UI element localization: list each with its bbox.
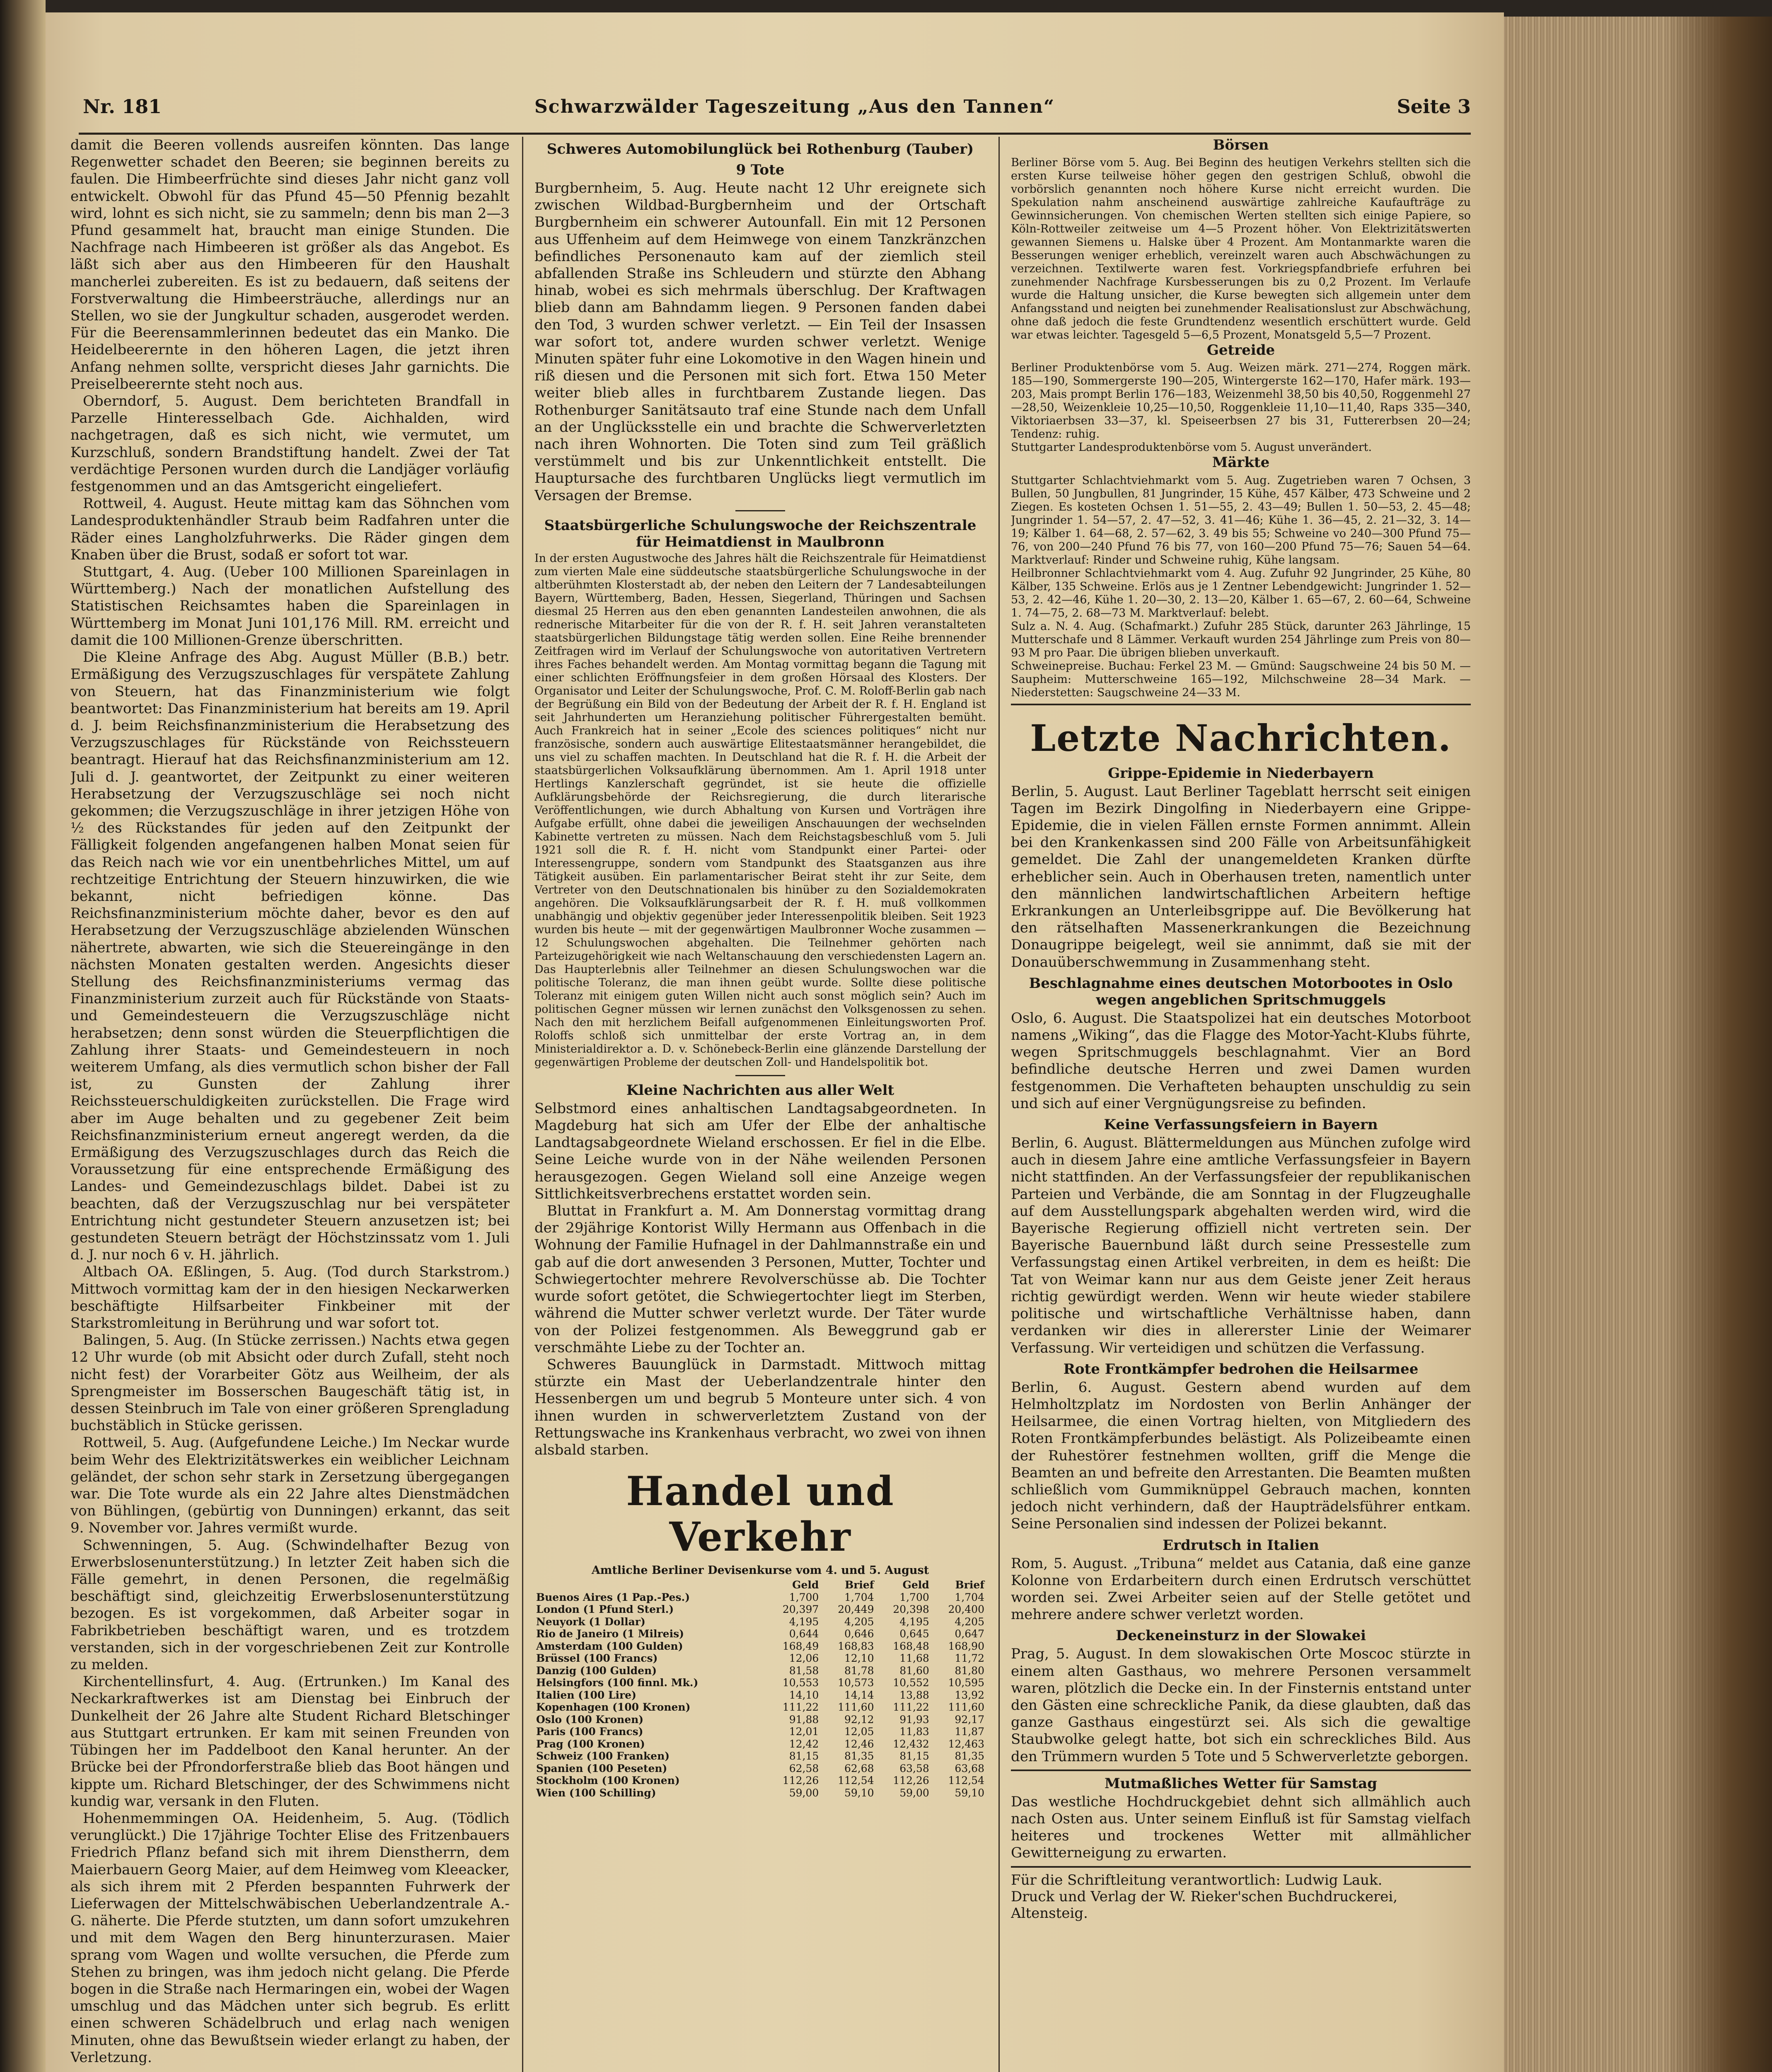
rate-cell: 11,72 [955, 1652, 984, 1665]
section-rule [1011, 704, 1471, 705]
table-row [534, 1774, 986, 1787]
table-row [534, 1616, 986, 1628]
currency-cell: Helsingfors (100 finnl. Mk.) [536, 1677, 699, 1689]
article-paragraph: Selbstmord eines anhaltischen Landtagsabgeordneten. In Magdeburg hat sich am Ufer der Elbe der anhaltische Landtagsabgeordnete Wieland erschossen. Er fiel in die Elbe. Seine Leiche wurde von in der Nähe weilenden Personen herausgezogen. Gegen Wieland soll eine Anzeige wegen Sittlichkeitsverbrechens erstattet worden sein. [534, 1100, 986, 1202]
rate-cell: 4,195 [789, 1615, 819, 1628]
rate-cell: 112,26 [893, 1774, 929, 1787]
currency-cell: London (1 Pfund Sterl.) [536, 1603, 674, 1616]
rate-cell: 111,60 [948, 1701, 984, 1714]
rate-cell: 10,552 [893, 1677, 929, 1689]
rate-cell: 20,400 [948, 1603, 984, 1616]
column-3 [1011, 137, 1471, 2072]
rate-cell: 92,12 [844, 1713, 874, 1726]
section-title-latest-news: Letzte Nachrichten. [1030, 716, 1452, 760]
rate-cell: 13,88 [899, 1689, 929, 1701]
column-rule-2 [998, 137, 1000, 2072]
rate-cell: 10,595 [948, 1677, 984, 1689]
table-row [534, 1677, 986, 1689]
rate-cell: 1,700 [899, 1591, 929, 1603]
rate-cell: 12,42 [789, 1738, 819, 1750]
article-paragraph: Bluttat in Frankfurt a. M. Am Donnerstag vormittag drang der 29jährige Kontorist Willy Hermann aus Offenbach in die Wohnung der Familie Hufnagel in der Dahlmannstraße ein und gab auf die dort anwesenden 3 Personen, Mutter, Tochter und Schwiegertochter mehrere Revolverschüsse ab. Die Tochter wurde sofort getötet, die Schwiegertochter liegt im Sterben, während die Mutter schwer verletzt wurde. Der Täter wurde von der Polizei festgenommen. Als Beweggrund gab er verschmähte Liebe zu der Tochter an. [534, 1203, 986, 1356]
currency-cell: Wien (100 Schilling) [536, 1786, 656, 1799]
imprint-editor: Für die Schriftleitung verantwortlich: Ludwig Lauk. [1011, 1871, 1383, 1888]
rate-cell: 0,644 [789, 1628, 819, 1640]
rate-cell: 59,00 [789, 1786, 819, 1799]
currency-cell: Spanien (100 Peseten) [536, 1762, 667, 1774]
table-row [534, 1689, 986, 1702]
article-paragraph: Rottweil, 5. Aug. (Aufgefundene Leiche.) Im Neckar wurde beim Wehr des Elektrizitätswerkes ein weiblicher Leichnam geländet, der schon sehr stark in Zersetzung übergegangen war. Die Tote wurde als ein 22 Jahre altes Dienstmädchen von Bühlingen, (gebürtig von Dunningen) erkannt, das seit 9. November vor. Jahres vermißt wurde. [70, 1434, 510, 1537]
rate-cell: 12,05 [844, 1726, 874, 1738]
column-rule-1 [522, 137, 523, 2072]
table-row [534, 1762, 986, 1775]
currency-cell: Oslo (100 Kronen) [536, 1713, 644, 1726]
rate-cell: 63,58 [899, 1762, 929, 1774]
weather-headline: Mutmaßliches Wetter für Samstag [1105, 1775, 1377, 1792]
rate-cell: 81,35 [955, 1750, 984, 1762]
table-row [534, 1603, 986, 1616]
article-paragraph: Die Kleine Anfrage des Abg. August Müller (B.B.) betr. Ermäßigung des Verzugszuschlages für verspätete Zahlung von Steuern, hat das Finanzministerium wie folgt beantwortet: Das Finanzministerium hat bereits am 19. April d. J. beim Reichsfinanzministerium die Herabsetzung des Verzugszuschlages für Rückstände von Reichssteuern beantragt. Hierauf hat das Reichsfinanzministerium am 12. Juli d. J. geantwortet, der Zeitpunkt zu einer weiteren Herabsetzung der Verzugszuschläge sei noch nicht gekommen; die Verzugszuschläge in ihrer jetzigen Höhe von ½ des Rückstandes für jeden auf den Zeitpunkt der Fälligkeit folgenden angefangenen halben Monat seien für das Reich nach wie vor ein unentbehrliches Mittel, um auf rechtzeitige Entrichtung der Steuern hinzuwirken, die wie bekannt, nicht befriedigen könne. Das Reichsfinanzministerium möchte daher, bevor es den auf Herabsetzung der Verzugszuschläge abzielenden Wünschen nähertrete, abwarten, wie sich die Steuereingänge in den nächsten Monaten gestalten werden. Angesichts dieser Stellung des Reichsfinanzministeriums vermag das Finanzministerium zurzeit auch für Rückstände von Staats- und Gemeindesteuern die Verzugszuschläge nicht herabsetzen; denn sonst würden die Steuerpflichtigen die Zahlung ihrer Staats- und Gemeindesteuern in noch weiterem Umfang, als dies vermutlich schon bisher der Fall ist, zu Gunsten der Zahlung ihrer Reichssteuerschuldigkeiten zurückstellen. Die Frage wird aber im Auge behalten und zu gegebener Zeit beim Reichsfinanzministerium erneut angeregt werden, da die Ermäßigung des Verzugszuschlages durch das Reich die Voraussetzung für eine entsprechende Ermäßigung des Landes- und Gemeindezuschlags bildet. Dabei ist zu beachten, daß der Verzugszuschlag nur bei verspäteter Entrichtung nicht gestundeter Steuern anzusetzen ist; bei gestundeten Steuern beträgt der Höchstzinssatz vom 1. Juli d. J. nur noch 6 v. H. jährlich. [70, 649, 510, 1264]
column-header: Brief [955, 1579, 984, 1591]
rate-cell: 92,17 [955, 1713, 984, 1726]
table-row [534, 1652, 986, 1665]
article-paragraph: Rom, 5. August. „Tribuna“ meldet aus Catania, daß eine ganze Kolonne von Erdarbeitern durch einen Erdrutsch verschüttet worden sei. Zwei Arbeiter seien auf der Stelle getötet und mehrere andere schwer verletzt worden. [1011, 1555, 1471, 1623]
section-rule [1011, 1769, 1471, 1771]
newspaper-page [46, 12, 1504, 2072]
rate-cell: 91,93 [899, 1713, 929, 1726]
news-headline: Rote Frontkämpfer bedrohen die Heilsarmee [1063, 1360, 1419, 1377]
rate-cell: 81,15 [789, 1750, 819, 1762]
section-title-grain: Getreide [1206, 342, 1275, 359]
article-paragraph: Altbach OA. Eßlingen, 5. Aug. (Tod durch Starkstrom.) Mittwoch vormittag kam der in den hiesigen Neckarwerken beschäftigte Hilfsarbeiter Finkbeiner mit der Starkstromleitung in Berührung und war sofort tot. [70, 1264, 510, 1332]
currency-cell: Schweiz (100 Franken) [536, 1750, 670, 1762]
rate-cell: 59,10 [955, 1786, 984, 1799]
currency-cell: Kopenhagen (100 Kronen) [536, 1701, 691, 1714]
rate-cell: 81,78 [844, 1664, 874, 1677]
rate-cell: 168,90 [948, 1640, 984, 1652]
article-paragraph: Hohenmemmingen OA. Heidenheim, 5. Aug. (Tödlich verunglückt.) Die 17jährige Tochter Elise des Fritzenbauers Friedrich Pflanz befand sich mit ihrem Dienstherrn, dem Maierbauern Georg Maier, auf dem Heimweg vom Kleeacker, als sich ihrem mit 2 Pferden bespannten Fuhrwerk der Lieferwagen der Mittelschwäbischen Ueberlandzentrale A.-G. näherte. Die Pferde stutzten, um dann sofort umzukehren und mit dem Wagen den Berg hinunterzurasen. Maier sprang vom Wagen und wollte versuchen, die Pferde zum Stehen zu bringen, was ihm jedoch nicht gelang. Die Pferde bogen in die Straße nach Hermaringen ein, wobei der Wagen umschlug und das Mädchen unter sich begrub. Es erlitt einen schweren Schädelbruch und erlag nach wenigen Minuten, ohne das Bewußtsein wieder erlangt zu haben, der Verletzung. [70, 1810, 510, 2066]
article-paragraph: Burgbernheim, 5. Aug. Heute nacht 12 Uhr ereignete sich zwischen Wildbad-Burgbernheim und der Ortschaft Burgbernheim ein schwerer Autounfall. Ein mit 12 Personen aus Uffenheim auf dem Heimwege von einem Tanzkränzchen befindliches Personenauto kam auf der ziemlich steil abfallenden Straße ins Schleudern und stürzte den Abhang hinab, wobei es sich mehrmals überschlug. Der Kraftwagen blieb dann am Bahndamm liegen. 9 Personen fanden dabei den Tod, 3 wurden schwer verletzt. — Ein Teil der Insassen war sofort tot, andere wurden schwer verletzt. Wenige Minuten später fuhr eine Lokomotive in den Wagen hinein und riß diesen und die Personen mit sich fort. Etwa 150 Meter weiter blieb alles in furchtbarem Zustande liegen. Das Rothenburger Sanitätsauto traf eine Stunde nach dem Unfall an der Unglücksstelle ein und brachte die Schwerverletzten nach ihren Wohnorten. Die Toten sind zum Teil gräßlich verstümmelt und bis zur Unkenntlichkeit entstellt. Die Hauptursache des furchtbaren Unglücks liegt vermutlich im Versagen der Bremse. [534, 180, 986, 504]
rate-cell: 11,68 [899, 1652, 929, 1665]
separator [735, 510, 785, 511]
article-paragraph: In der ersten Augustwoche des Jahres hält die Reichszentrale für Heimatdienst zum vierten Male eine süddeutsche staatsbürgerliche Schulungswoche in der altberühmten Klosterstadt ab, der neben den Leitern der 7 Landesabteilungen Bayern, Württemberg, Baden, Hessen, Siegerland, Thüringen und Sachsen diesmal 25 Herren aus den eben genannten Landesteilen anwohnen, die als rednerische Mitarbeiter für die von der R. f. H. seit Jahren veranstalteten staatsbürgerlichen Bildungstage tätig werden sollen. Eine Reihe brennender Zeitfragen wird im Verlauf der Schulungswoche von autoritativen Vertretern ihres Faches behandelt werden. Am Montag vormittag begann die Tagung mit einer schlichten Eröffnungsfeier in dem großen Hörsaal des Klosters. Der Organisator und Leiter der Schulungswoche, Prof. C. M. Roloff-Berlin gab nach der Begrüßung ein Bild von der Bedeutung der Arbeit der R. f. H. England ist seit Jahrhunderten um Heranziehung politischer Führergestalten bemüht. Auch Frankreich hat in seiner „Ecole des sciences politiques“ nicht nur französische, sondern auch auswärtige Elitestaatsmänner herangebildet, die uns viel zu schaffen machten. In Deutschland hat die R. f. H. die Arbeit der staatsbürgerlichen Volksaufklärung übernommen. Am 1. April 1918 unter Hertlings Kanzlerschaft gegründet, ist sie heute die offizielle Aufklärungsbehörde der Reichsregierung, die durch literarische Veröffentlichungen, wie durch Abhaltung von Kursen und Vorträgen ihre Aufgabe erfüllt, ohne dabei die jeweiligen Anschauungen der wechselnden Kabinette vertreten zu müssen. Nach dem Reichstagsbeschluß vom 5. Juli 1921 soll die R. f. H. nicht vom Standpunkt einer Partei- oder Interessengruppe, sondern vom Standpunkt des Staatsganzen aus ihre Tätigkeit ausüben. Ein parlamentarischer Beirat steht ihr zur Seite, dem Vertreter von den Deutschnationalen bis hinüber zu den Sozialdemokraten angehören. Die Volksaufklärungsarbeit der R. f. H. muß vollkommen unabhängig und objektiv gegenüber jeder Interessenpolitik bleiben. Seit 1923 wurden bis heute — mit der gegenwärtigen Maulbronner Woche zusammen — 12 Schulungswochen abgehalten. Die Teilnehmer gehörten nach Parteizugehörigkeit wie nach Weltanschauung den verschiedensten Lagern an. Das Haupterlebnis aller Teilnehmer an diesen Schulungswochen war die politische Toleranz, die man ihnen geübt wurde. Sollte diese politische Toleranz mit einigem guten Willen nicht auch sonst möglich sein? Auch im politischen Gegner müssen wir lernen zunächst den Volksgenossen zu sehen. Nach den mit herzlichem Beifall aufgenommenen Einleitungsworten Prof. Roloffs schloß sich unmittelbar der erste Vortrag an, in dem Ministerialdirektor a. D. v. Schönebeck-Berlin eine glänzende Darstellung der gegenwärtigen Probleme der deutschen Zoll- und Handelspolitik bot. [534, 552, 986, 1069]
rate-cell: 81,35 [844, 1750, 874, 1762]
masthead-title: Schwarzwälder Tageszeitung „Aus den Tannen“ [534, 96, 1055, 117]
issue-number: Nr. 181 [83, 95, 162, 118]
currency-cell: Rio de Janeiro (1 Milreis) [536, 1628, 684, 1640]
page-number: Seite 3 [1397, 95, 1471, 118]
article-paragraph: Prag, 5. August. In dem slowakischen Orte Moscoc stürzte in einem alten Gasthaus, wo mehrere Personen versammelt waren, plötzlich die Decke ein. In der Finsternis entstand unter den Gästen eine schreckliche Panik, da diese glaubten, daß das ganze Gasthaus eingestürzt sei. Als sich die gewaltige Staubwolke gelegt hatte, bot sich ein schreckliches Bild. Aus den Trümmern wurden 5 Tote und 5 Schwerverletzte geborgen. [1011, 1646, 1471, 1765]
rate-cell: 59,00 [899, 1786, 929, 1799]
rate-cell: 20,397 [782, 1603, 819, 1616]
currency-cell: Italien (100 Lire) [536, 1689, 636, 1701]
news-headline: Deckeneinsturz in der Slowakei [1116, 1627, 1366, 1644]
rate-cell: 10,553 [782, 1677, 819, 1689]
article-paragraph: Balingen, 5. Aug. (In Stücke zerrissen.) Nachts etwa gegen 12 Uhr wurde (ob mit Absicht oder durch Zufall, steht noch nicht fest) der Vorarbeiter Götz aus Weilheim, der als Sprengmeister im Bosserschen Baugeschäft tätig ist, in dessen Steinbruch im Tale von einer größeren Sprengladung buchstäblich in Stücke gerissen. [70, 1332, 510, 1434]
table-row [534, 1701, 986, 1714]
headline-civic-training: Staatsbürgerliche Schulungswoche der Reichszentrale für Heimatdienst in Maulbronn [544, 517, 977, 550]
article-paragraph: damit die Beeren vollends ausreifen könnten. Das lange Regenwetter schadet den Beeren; sie beginnen bereits zu faulen. Die Himbeerfrüchte sind dieses Jahr nicht ganz voll entwickelt. Obwohl für das Pfund 45—50 Pfennig bezahlt wird, lohnt es sich nicht, sie zu sammeln; denn bis man 2—3 Pfund gesammelt hat, braucht man einige Stunden. Die Nachfrage nach Himbeeren ist größer als das Angebot. Es läßt sich aber aus den Himbeeren für den Haushalt mancherlei zubereiten. Es ist zu bedauern, daß seitens der Forstverwaltung die Himbeersträuche, allerdings nur an Stellen, wo sie der Jungkultur schaden, ausgerodet werden. Für die Beerensammlerinnen bedeutet das ein Manko. Die Heidelbeerernte in den höheren Lagen, die jetzt ihren Anfang nehmen sollte, verspricht dieses Jahr garnichts. Die Preiselbeerernte steht noch aus. [70, 137, 510, 392]
article-paragraph: Schweres Bauunglück in Darmstadt. Mittwoch mittag stürzte ein Mast der Ueberlandzentrale hinter den Hessenbergen um und begrub 5 Monteure unter sich. 4 von ihnen wurden in schwerverletztem Zustand von der Rettungswache ins Krankenhaus verbracht, wo zwei von ihnen alsbald starben. [534, 1356, 986, 1458]
rate-cell: 20,449 [838, 1603, 874, 1616]
book-page-edges [1504, 17, 1772, 2072]
currency-cell: Neuyork (1 Dollar) [536, 1615, 645, 1628]
rate-cell: 111,22 [782, 1701, 819, 1714]
exchange-rates-table [534, 1579, 986, 1799]
article-paragraph: Berlin, 6. August. Gestern abend wurden auf dem Helmholtzplatz im Nordosten von Berlin Anhänger der Heilsarmee, die einen Vortrag hielten, von Mitgliedern des Roten Frontkämpferbundes belästigt. Als Polizeibeamte einen der Ruhestörer festnehmen wollten, griff die Menge die Beamten an und befreite den Arrestanten. Die Beamten mußten schließlich vom Gummiknüppel Gebrauch machen, konnten jedoch nicht verhindern, daß der Haupträdelsführer entkam. Seine Personalien sind indessen der Polizei bekannt. [1011, 1379, 1471, 1532]
rate-cell: 112,54 [838, 1774, 874, 1787]
news-headline: Keine Verfassungsfeiern in Bayern [1104, 1116, 1378, 1133]
table-header-row [534, 1579, 986, 1591]
rate-cell: 12,01 [789, 1726, 819, 1738]
rate-cell: 62,68 [844, 1762, 874, 1774]
article-paragraph: Kirchentellinsfurt, 4. Aug. (Ertrunken.) Im Kanal des Neckarkraftwerkes ist am Dienstag bei Einbruch der Dunkelheit der 26 Jahre alte Student Richard Bletschinger aus Stuttgart ertrunken. Er kam mit seinen Freunden von Tübingen her im Paddelboot den Kanal herunter. An der Brücke bei der Pfrondorferstraße blieb das Boot hängen und kippte um. Richard Bletschinger, der des Schwimmens nicht kundig war, versank in den Fluten. [70, 1673, 510, 1810]
article-paragraph: Stuttgarter Schlachtviehmarkt vom 5. Aug. Zugetrieben waren 7 Ochsen, 3 Bullen, 50 Jungbullen, 81 Jungrinder, 15 Kühe, 457 Kälber, 473 Schweine und 2 Ziegen. Es kosteten Ochsen 1. 51—55, 2. 43—49; Bullen 1. 50—53, 2. 45—48; Jungrinder 1. 54—57, 2. 47—52, 3. 41—46; Kühe 1. 36—45, 2. 21—32, 3. 14—19; Kälber 1. 64—68, 2. 57—62, 3. 49 bis 55; Schweine vo 240—300 Pfund 75—76, von 200—240 Pfund 76 bis 77, von 160—200 Pfund 75—76; Sauen 54—64. Marktverlauf: Rinder und Schweine ruhig, Kühe langsam. Heilbronner Schlachtviehmarkt vom 4. Aug. Zufuhr 92 Jungrinder, 25 Kühe, 80 Kälber, 135 Schweine. Erlös aus je 1 Zentner Lebendgewicht: Jungrinder 1. 52—53, 2. 42—46, Kühe 1. 20—30, 2. 13—20, Kälber 1. 65—67, 2. 60—64, Schweine 1. 74—75, 2. 68—73 M. Marktverlauf: belebt. Sulz a. N. 4. Aug. (Schafmarkt.) Zufuhr 285 Stück, darunter 263 Jährlinge, 15 Mutterschafe und 8 Lämmer. Verkauft wurden 254 Jährlinge zum Preis von 80—93 M pro Paar. Die übrigen blieben unverkauft. Schweinepreise. Buchau: Ferkel 23 M. — Gmünd: Saugschweine 24 bis 50 M. — Saupheim: Mutterschweine 165—192, Milchschweine 28—34 Mark. — Niederstetten: Saugschweine 24—33 M. [1011, 474, 1471, 699]
currency-cell: Prag (100 Kronen) [536, 1738, 645, 1750]
table-row [534, 1726, 986, 1738]
rate-cell: 0,647 [955, 1628, 984, 1640]
currency-cell: Stockholm (100 Kronen) [536, 1774, 680, 1787]
rate-cell: 112,54 [948, 1774, 984, 1787]
rate-cell: 12,06 [789, 1652, 819, 1665]
book-binding [0, 0, 46, 2072]
exchange-rates-subtitle: Amtliche Berliner Devisenkurse vom 4. und 5. August [591, 1564, 929, 1577]
table-row [534, 1714, 986, 1726]
article-paragraph: Schwenningen, 5. Aug. (Schwindelhafter Bezug von Erwerbslosenunterstützung.) In letzter Zeit haben sich die Fälle gemehrt, in denen Personen, die regelmäßig beschäftigt sind, gleichzeitig Erwerbslosenunterstützung bezogen. Es ist vorgekommen, daß Arbeiter sogar in Fabrikbetrieben beschäftigt waren, und es trotzdem verstanden, sich in der vorgeschriebenen Zeit zur Kontrolle zu melden. [70, 1537, 510, 1673]
rate-cell: 14,10 [789, 1689, 819, 1701]
rate-cell: 13,92 [955, 1689, 984, 1701]
rate-cell: 11,87 [955, 1726, 984, 1738]
separator [735, 1075, 785, 1076]
section-rule [1011, 1866, 1471, 1868]
rate-cell: 0,646 [844, 1628, 874, 1640]
news-headline: Beschlagnahme eines deutschen Motorbootes in Oslo wegen angeblichen Spritschmuggels [1029, 975, 1453, 1008]
table-row [534, 1591, 986, 1604]
section-title-markets: Märkte [1212, 454, 1270, 471]
article-paragraph: Stuttgart, 4. Aug. (Ueber 100 Millionen Spareinlagen in Württemberg.) Nach der monatlichen Aufstellung des Statistischen Reichsamtes haben die Spareinlagen in Württemberg im Monat Juni 101,176 Mill. RM. erreicht und damit die 100 Millionen-Grenze überschritten. [70, 564, 510, 649]
rate-cell: 12,463 [948, 1738, 984, 1750]
headline-car-accident: Schweres Automobilunglück bei Rothenburg (Tauber) [546, 141, 974, 157]
rate-cell: 91,88 [789, 1713, 819, 1726]
table-row [534, 1640, 986, 1653]
currency-cell: Brüssel (100 Francs) [536, 1652, 658, 1665]
table-row [534, 1738, 986, 1750]
page-header [79, 87, 1471, 135]
rate-cell: 62,58 [789, 1762, 819, 1774]
rate-cell: 1,700 [789, 1591, 819, 1603]
news-headline: Grippe-Epidemie in Niederbayern [1108, 765, 1374, 782]
rate-cell: 81,60 [899, 1664, 929, 1677]
rate-cell: 10,573 [838, 1677, 874, 1689]
article-paragraph: Berliner Produktenbörse vom 5. Aug. Weizen märk. 271—274, Roggen märk. 185—190, Sommergerste 190—205, Wintergerste 162—170, Hafer märk. 193—203, Mais prompt Berlin 176—183, Weizenmehl 38,50 bis 40,50, Roggenmehl 27—28,50, Weizenkleie 10,25—10,50, Roggenkleie 11,10—11,40, Raps 335—340, Viktoriaerbsen 33—37, kl. Speiseerbsen 27 bis 31, Futtererbsen 20—24; Tendenz: ruhig. Stuttgarter Landesproduktenbörse vom 5. August unverändert. [1011, 361, 1471, 454]
rate-cell: 168,83 [838, 1640, 874, 1652]
section-title-stock: Börsen [1213, 137, 1269, 153]
imprint-publisher: Druck und Verlag der W. Rieker'schen Buchdruckerei, Altensteig. [1011, 1888, 1398, 1922]
column-header: Brief [845, 1579, 874, 1591]
column-header: Geld [792, 1579, 819, 1591]
table-row [534, 1665, 986, 1677]
rate-cell: 112,26 [782, 1774, 819, 1787]
rate-cell: 4,205 [844, 1615, 874, 1628]
subheadline-dead: 9 Tote [736, 162, 785, 178]
rate-cell: 12,10 [844, 1652, 874, 1665]
rate-cell: 4,195 [899, 1615, 929, 1628]
article-paragraph: Berlin, 6. August. Blättermeldungen aus München zufolge wird auch in diesem Jahre eine amtliche Verfassungsfeier in Bayern nicht stattfinden. An der Verfassungsfeier der republikanischen Parteien und Verbände, die am Sonntag in der Flugzeughalle auf dem Ausstellungspark abgehalten werden wird, wird die Bayerische Regierung offiziell nicht vertreten sein. Der Bayerische Bauernbund läßt durch seine Pressestelle zum Verfassungstag einen Artikel verbreiten, in dem es heißt: Die Tat von Weimar kann nur aus dem Geiste jener Zeit heraus richtig gewürdigt werden. Wenn wir heute wieder stabilere politische und wirtschaftliche Verhältnisse haben, dann verdanken wir dies in allererster Linie der Weimarer Verfassung. Wir verteidigen und schützen die Verfassung. [1011, 1135, 1471, 1356]
rate-cell: 81,15 [899, 1750, 929, 1762]
rate-cell: 168,48 [893, 1640, 929, 1652]
rate-cell: 4,205 [955, 1615, 984, 1628]
rate-cell: 11,83 [899, 1726, 929, 1738]
column-2 [534, 137, 986, 2072]
rate-cell: 63,68 [955, 1762, 984, 1774]
article-paragraph: Berliner Börse vom 5. Aug. Bei Beginn des heutigen Verkehrs stellten sich die ersten Kurse teilweise höher gegen den gestrigen Schluß, obwohl die vorbörslich genannten noch höhere Kurse nicht erreicht wurden. Die Spekulation nahm anscheinend auswärtige zahlreiche Kaufaufträge zu Gewinnsicherungen. Von chemischen Werten stellten sich einige Papiere, so Köln-Rottweiler zeitweise um 4—5 Prozent höher. Von Elektrizitätswerten gewannen Siemens u. Halske über 4 Prozent. Am Montanmarkte waren die Besserungen weniger erheblich, vereinzelt waren auch Abschwächungen zu verzeichnen. Textilwerte waren fest. Vorkriegspfandbriefe erfuhren bei zunehmender Nachfrage Kursbesserungen bis zu 0,2 Prozent. Im Verlaufe wurde die Haltung unsicher, die Kurse bewegten sich allgemein unter dem Anfangsstand und neigten bei zunehmender Realisationslust zur Abschwächung, ohne daß jedoch die feste Grundtendenz wesentlich erschüttert wurde. Geld war etwas leichter. Tagesgeld 5—6,5 Prozent, Monatsgeld 5,5—7 Prozent. [1011, 156, 1471, 342]
currency-cell: Buenos Aires (1 Pap.-Pes.) [536, 1591, 690, 1603]
column-header: Geld [902, 1579, 929, 1591]
rate-cell: 81,58 [789, 1664, 819, 1677]
table-row [534, 1628, 986, 1640]
rate-cell: 14,14 [844, 1689, 874, 1701]
rate-cell: 111,60 [838, 1701, 874, 1714]
rate-cell: 1,704 [955, 1591, 984, 1603]
article-paragraph: Oberndorf, 5. August. Dem berichteten Brandfall in Parzelle Hinteresselbach Gde. Aichhalden, wird nachgetragen, daß es sich nicht, wie vermutet, um Kurzschluß, sondern Brandstiftung handelt. Zwei der Tat verdächtige Personen wurden durch die Landjäger vorläufig festgenommen und an das Amtsgericht eingeliefert. [70, 393, 510, 495]
section-title-trade: Handel und Verkehr [626, 1468, 894, 1561]
article-paragraph: Berlin, 5. August. Laut Berliner Tageblatt herrscht seit einigen Tagen im Bezirk Dingolfing in Niederbayern eine Grippe-Epidemie, die in vielen Fällen ernste Formen annimmt. Allein bei den Krankenkassen sind 200 Fälle von Arbeitsunfähigkeit gemeldet. Die Zahl der unangemeldeten Kranken dürfte erheblicher sein. Auch in Oberhausen treten, namentlich unter den männlichen landwirtschaftlichen Arbeitern heftige Erkrankungen an Unterleibsgrippe auf. Die Bevölkerung hat den rätselhaften Massenerkrankungen die Bezeichnung Donaugrippe beigelegt, weil sie annimmt, daß sie mit der Donauüberschwemmung in Zusammenhang steht. [1011, 783, 1471, 971]
article-paragraph: Oslo, 6. August. Die Staatspolizei hat ein deutsches Motorboot namens „Wiking“, das die Flagge des Motor-Yacht-Klubs führte, wegen Spritschmuggels beschlagnahmt. Vier an Bord befindliche deutsche Herren und zwei Damen wurden festgenommen. Die Verhafteten behaupten unschuldig zu sein und sich auf einer Vergnügungsreise zu befinden. [1011, 1009, 1471, 1112]
table-row [534, 1750, 986, 1762]
rate-cell: 81,80 [955, 1664, 984, 1677]
column-1 [70, 137, 510, 2072]
rate-cell: 0,645 [899, 1628, 929, 1640]
currency-cell: Paris (100 Francs) [536, 1726, 643, 1738]
rate-cell: 1,704 [844, 1591, 874, 1603]
weather-paragraph: Das westliche Hochdruckgebiet dehnt sich allmählich auch nach Osten aus. Unter seinem Einfluß ist für Samstag vielfach heiteres und trockenes Wetter mit allmählicher Gewitterneigung zu erwarten. [1011, 1793, 1471, 1861]
rate-cell: 12,432 [893, 1738, 929, 1750]
currency-cell: Danzig (100 Gulden) [536, 1664, 657, 1677]
exchange-rates-body [534, 1591, 986, 1799]
news-headline: Erdrutsch in Italien [1163, 1537, 1319, 1554]
currency-cell: Amsterdam (100 Gulden) [536, 1640, 683, 1652]
rate-cell: 111,22 [893, 1701, 929, 1714]
rate-cell: 20,398 [893, 1603, 929, 1616]
table-row [534, 1787, 986, 1799]
rate-cell: 59,10 [844, 1786, 874, 1799]
column-header [534, 1579, 765, 1591]
article-paragraph: Rottweil, 4. August. Heute mittag kam das Söhnchen vom Landesproduktenhändler Straub beim Radfahren unter die Räder eines Langholzfuhrwerks. Die Räder gingen dem Knaben über die Brust, sodaß er sofort tot war. [70, 495, 510, 563]
rate-cell: 168,49 [782, 1640, 819, 1652]
rate-cell: 12,46 [844, 1738, 874, 1750]
headline-world-news: Kleine Nachrichten aus aller Welt [626, 1082, 894, 1099]
